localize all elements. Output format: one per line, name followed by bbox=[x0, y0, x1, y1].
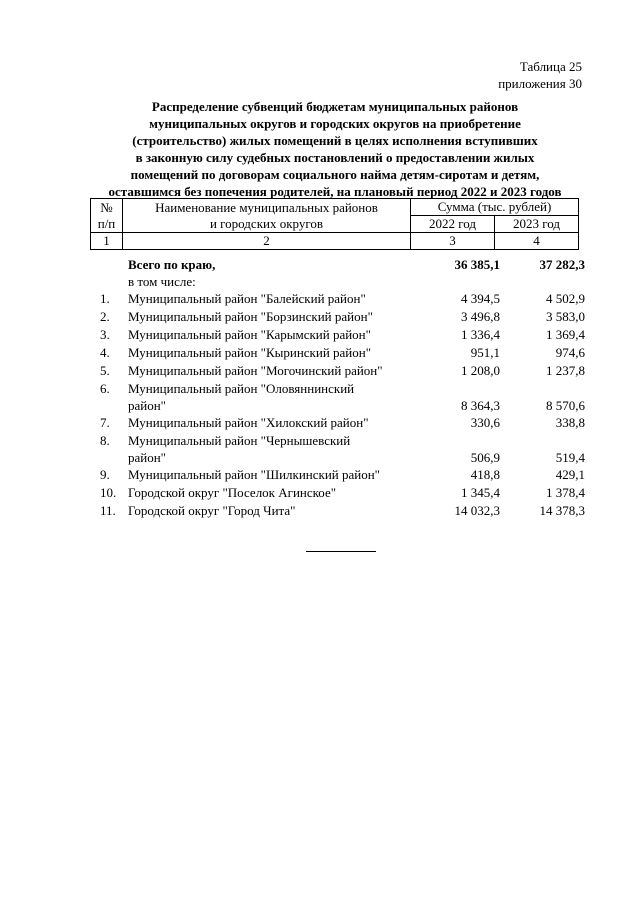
row-number: 6. bbox=[100, 381, 110, 396]
row-name: Муниципальный район "Балейский район" bbox=[128, 291, 366, 306]
row-number: 2. bbox=[100, 309, 110, 324]
row-2022-value: 3 496,8 bbox=[461, 309, 500, 324]
row-name: Городской округ "Поселок Агинское" bbox=[128, 485, 337, 500]
header-sum-cell: Сумма (тыс. рублей) bbox=[411, 199, 579, 216]
row-name: Муниципальный район "Карымский район" bbox=[128, 327, 371, 342]
header-2023-cell: 2023 год bbox=[495, 216, 579, 233]
title-line: в законную силу судебных постановлений о предоставлении жилых bbox=[135, 150, 535, 165]
row-2023-value: 974,6 bbox=[555, 345, 585, 360]
row-name-continuation: район" bbox=[128, 450, 166, 465]
row-2022-value: 1 336,4 bbox=[461, 327, 500, 342]
row-name-continuation: район" bbox=[128, 398, 166, 413]
row-name: Муниципальный район "Хилокский район" bbox=[128, 415, 369, 430]
title-line: муниципальных округов и городских округов на приобретение bbox=[149, 116, 521, 131]
row-number: 7. bbox=[100, 415, 110, 430]
header-number-line2: п/п bbox=[97, 215, 116, 231]
row-2023-value: 1 369,4 bbox=[546, 327, 585, 342]
header-number-line1: № bbox=[100, 199, 113, 215]
row-2023-value: 4 502,9 bbox=[546, 291, 585, 306]
row-number: 5. bbox=[100, 363, 110, 378]
document-title bbox=[84, 98, 586, 200]
header-number-cell bbox=[91, 199, 123, 233]
row-2022-value: 4 394,5 bbox=[461, 291, 500, 306]
total-2023: 37 282,3 bbox=[539, 257, 585, 272]
row-2023-value: 1 378,4 bbox=[546, 485, 585, 500]
row-2022-value: 330,6 bbox=[470, 415, 500, 430]
row-name: Муниципальный район "Оловяннинский bbox=[128, 381, 355, 396]
row-number: 1. bbox=[100, 291, 110, 306]
header-name-line2: и городских округов bbox=[209, 215, 324, 231]
row-2022-value: 14 032,3 bbox=[454, 503, 500, 518]
table-header bbox=[90, 198, 579, 250]
title-line: (строительство) жилых помещений в целях исполнения вступивших bbox=[132, 133, 538, 148]
row-name: Муниципальный район "Могочинский район" bbox=[128, 363, 383, 378]
title-line: Распределение субвенций бюджетам муниципальных районов bbox=[151, 99, 519, 114]
column-index: 2 bbox=[123, 233, 411, 250]
title-line: оставшимся без попечения родителей, на плановый период 2022 и 2023 годов bbox=[108, 184, 562, 199]
end-divider bbox=[306, 551, 376, 552]
row-2022-value: 951,1 bbox=[470, 345, 500, 360]
appendix-label: приложения 30 bbox=[498, 76, 582, 91]
title-line: помещений по договорам социального найма детям-сиротам и детям, bbox=[130, 167, 540, 182]
row-2022-value: 1 345,4 bbox=[461, 485, 500, 500]
total-2022: 36 385,1 bbox=[454, 257, 500, 272]
row-2023-value: 429,1 bbox=[555, 467, 585, 482]
row-2023-value: 8 570,6 bbox=[546, 398, 585, 413]
row-2023-value: 338,8 bbox=[555, 415, 585, 430]
row-name: Муниципальный район "Борзинский район" bbox=[128, 309, 373, 324]
header-2022-cell: 2022 год bbox=[411, 216, 495, 233]
column-index: 3 bbox=[411, 233, 495, 250]
row-name: Городской округ "Город Чита" bbox=[128, 503, 296, 518]
row-2022-value: 1 208,0 bbox=[461, 363, 500, 378]
row-number: 10. bbox=[100, 485, 117, 500]
row-number: 3. bbox=[100, 327, 110, 342]
row-2022-value: 506,9 bbox=[470, 450, 500, 465]
row-number: 11. bbox=[100, 503, 116, 518]
row-2023-value: 14 378,3 bbox=[539, 503, 585, 518]
header-name-line1: Наименование муниципальных районов bbox=[155, 199, 378, 215]
row-2022-value: 8 364,3 bbox=[461, 398, 500, 413]
column-index: 4 bbox=[495, 233, 579, 250]
row-number: 4. bbox=[100, 345, 110, 360]
row-number: 8. bbox=[100, 433, 110, 448]
row-2022-value: 418,8 bbox=[470, 467, 500, 482]
including-label: в том числе: bbox=[128, 274, 196, 289]
row-2023-value: 3 583,0 bbox=[546, 309, 585, 324]
row-number: 9. bbox=[100, 467, 110, 482]
table-number: Таблица 25 bbox=[519, 59, 582, 74]
row-2023-value: 1 237,8 bbox=[546, 363, 585, 378]
row-name: Муниципальный район "Шилкинский район" bbox=[128, 467, 380, 482]
column-index: 1 bbox=[91, 233, 123, 250]
header-name-cell bbox=[123, 199, 411, 233]
row-2023-value: 519,4 bbox=[555, 450, 585, 465]
total-label: Всего по краю, bbox=[128, 257, 216, 272]
row-name: Муниципальный район "Кыринский район" bbox=[128, 345, 372, 360]
row-name: Муниципальный район "Чернышевский bbox=[128, 433, 351, 448]
